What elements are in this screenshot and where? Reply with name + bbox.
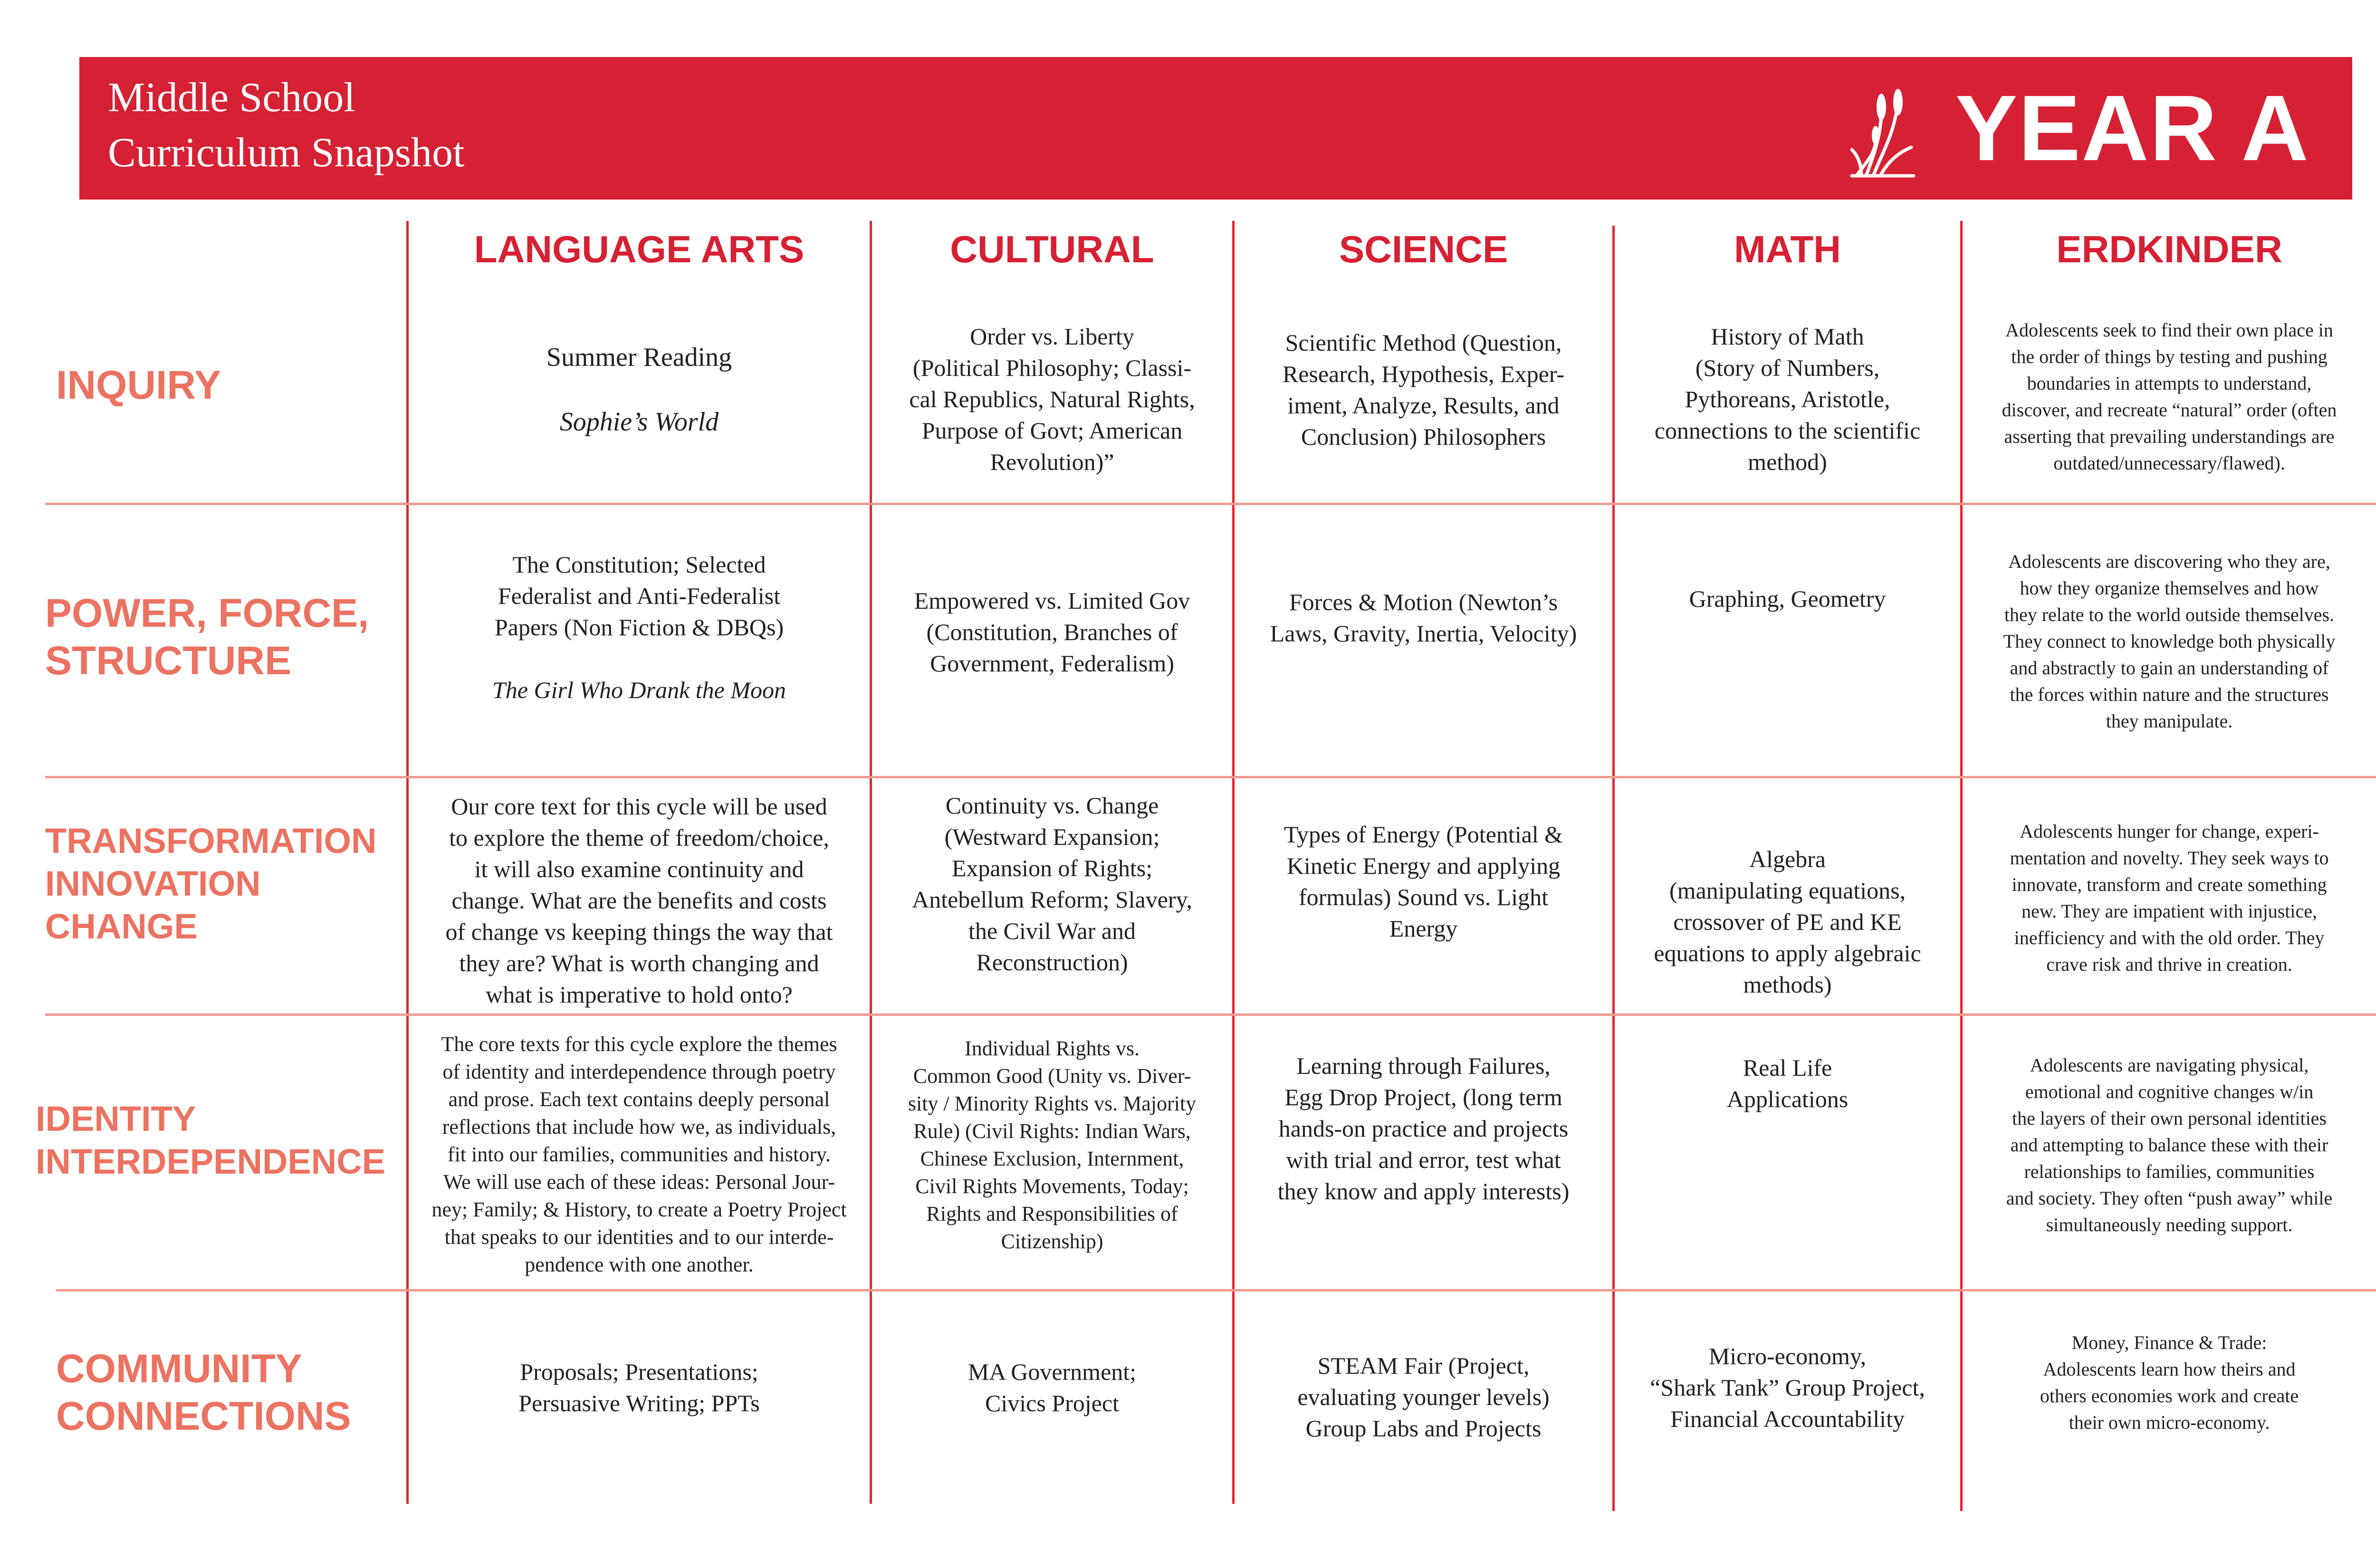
cell-transformation-math bbox=[1615, 827, 1960, 1017]
cell-text: Adolescents are navigating physical, emotional and cognitive changes w/in the layers of their own personal identities and attempting to balance these with their relationships to families, communities and society. They often “push away” while simultaneously needing support. bbox=[2006, 1054, 2333, 1235]
cell-identity-cultural bbox=[872, 1022, 1232, 1269]
cell-power-language-arts bbox=[409, 532, 870, 722]
cell-text: Adolescents seek to find their own place in the order of things by testing and pushing boundaries in attempts to understand, discover, and recreate “natural” order (often asserting that prevailing understandings are outdated/unnecessary/flawed). bbox=[2002, 319, 2337, 474]
header-banner bbox=[79, 57, 2352, 200]
cell-transformation-language-arts bbox=[409, 789, 870, 1012]
cell-power-cultural bbox=[872, 546, 1232, 717]
cell-text: Scientific Method (Question, Research, Hypothesis, Exper- iment, Analyze, Results, and Conclusion) Philosophers bbox=[1282, 329, 1565, 450]
book-title: Sophie’s World bbox=[559, 407, 719, 437]
column-header-language-arts: LANGUAGE ARTS bbox=[474, 228, 805, 270]
cattail-grass-icon bbox=[1847, 86, 1918, 181]
cell-text: Empowered vs. Limited Gov (Constitution, Branches of Government, Federalism) bbox=[914, 587, 1190, 677]
row-label-line: COMMUNITY bbox=[56, 1346, 302, 1391]
title-line-1: Middle School bbox=[108, 75, 355, 121]
cell-content bbox=[546, 309, 732, 470]
cell-text: The Constitution; Selected Federalist and Anti-Federalist Papers (Non Fiction & DBQs) bbox=[494, 551, 784, 641]
cell-power-math bbox=[1615, 546, 1960, 651]
cell-text: Money, Finance & Trade: Adolescents learn how theirs and others economies work and create their own micro-economy. bbox=[2040, 1332, 2299, 1433]
cell-text: Proposals; Presentations; Persuasive Writing; PPTs bbox=[518, 1358, 760, 1416]
row-label-line: INTERDEPENDENCE bbox=[36, 1142, 385, 1181]
cell-text: Types of Energy (Potential & Kinetic Energy and applying formulas) Sound vs. Light Energy bbox=[1284, 821, 1563, 942]
cell-inquiry-math bbox=[1615, 309, 1960, 489]
row-label-identity-interdependence bbox=[36, 1079, 385, 1202]
cell-text: Algebra (manipulating equations, crossover of PE and KE equations to apply algebraic methods) bbox=[1654, 846, 1921, 998]
cell-transformation-science bbox=[1235, 808, 1612, 955]
column-header-math: MATH bbox=[1734, 228, 1841, 270]
cell-transformation-cultural bbox=[872, 789, 1232, 979]
cell-text: Adolescents hunger for change, experi- mentation and novelty. They seek ways to innovate, transform and create something new. They are impatient with injustice, inefficiency and with the old order. They crave risk and thrive in creation. bbox=[2010, 821, 2329, 975]
cell-inquiry-language-arts bbox=[409, 295, 870, 485]
cell-text: Micro-economy, “Shark Tank” Group Project, Financial Accountability bbox=[1650, 1343, 1925, 1432]
column-header-erdkinder: ERDKINDER bbox=[2056, 228, 2282, 270]
cell-community-cultural bbox=[872, 1340, 1232, 1435]
row-label-line: CONNECTIONS bbox=[56, 1394, 351, 1438]
row-divider bbox=[56, 1289, 2376, 1291]
row-label-power-force-structure bbox=[45, 556, 369, 717]
cell-community-science bbox=[1235, 1330, 1612, 1463]
cell-community-language-arts bbox=[409, 1340, 870, 1435]
cell-text: Individual Rights vs. Common Good (Unity vs. Diver- sity / Minority Rights vs. Majority Rule) (Civil Rights: Indian Wars, Chinese Exclusion, Internment, Civil Rights Movements, Today; Rights and Responsibilities of Citizenship) bbox=[908, 1037, 1197, 1253]
cell-identity-erdkinder bbox=[1963, 1036, 2376, 1254]
cell-text: Our core text for this cycle will be used to explore the theme of freedom/choice, it will also examine continuity and change. What are the benefits and costs of change vs keeping things the way that they are? What is worth changing and what is imperative to hold onto? bbox=[445, 793, 833, 1008]
row-label-community-connections bbox=[56, 1335, 351, 1449]
cell-text: Real Life Applications bbox=[1726, 1054, 1849, 1112]
cell-inquiry-cultural bbox=[872, 309, 1232, 489]
cell-inquiry-erdkinder bbox=[1963, 309, 2376, 485]
cell-text: STEAM Fair (Project, evaluating younger levels) Group Labs and Projects bbox=[1297, 1352, 1550, 1442]
row-label-line: CHANGE bbox=[45, 907, 198, 946]
cell-identity-math bbox=[1615, 1041, 1960, 1126]
row-label-line: STRUCTURE bbox=[45, 638, 291, 683]
row-divider bbox=[45, 503, 2376, 505]
cell-text: History of Math (Story of Numbers, Pythoreans, Aristotle, connections to the scientific method) bbox=[1654, 323, 1921, 475]
cell-power-science bbox=[1235, 546, 1612, 689]
cell-text: Adolescents are discovering who they are, how they organize themselves and how they relate to the world outside themselves. They connect to knowledge both physically and abstractly to gain an understanding of the forces within nature and the structures they manipulate. bbox=[2003, 551, 2336, 732]
year-label: YEAR A bbox=[1955, 76, 2309, 180]
cell-text: Summer Reading bbox=[546, 343, 732, 372]
column-header-cultural: CULTURAL bbox=[950, 228, 1154, 270]
cell-text: Continuity vs. Change (Westward Expansion; Expansion of Rights; Antebellum Reform; Slavery, the Civil War and Reconstruction) bbox=[912, 792, 1192, 975]
column-header-science: SCIENCE bbox=[1339, 228, 1508, 270]
row-label-line: INNOVATION bbox=[45, 864, 261, 903]
row-divider bbox=[45, 776, 2376, 778]
cell-content bbox=[492, 517, 786, 737]
cell-text: Learning through Failures, Egg Drop Project, (long term hands-on practice and projects with trial and error, test what they know and apply interests) bbox=[1277, 1052, 1570, 1205]
row-label-line: TRANSFORMATION bbox=[45, 821, 377, 860]
cell-identity-science bbox=[1235, 1041, 1612, 1216]
cell-community-erdkinder bbox=[1963, 1321, 2376, 1444]
cell-inquiry-science bbox=[1235, 309, 1612, 470]
cell-community-math bbox=[1615, 1321, 1960, 1454]
cell-text: Graphing, Geometry bbox=[1689, 585, 1886, 612]
cell-transformation-erdkinder bbox=[1963, 808, 2376, 988]
cell-power-erdkinder bbox=[1963, 537, 2376, 746]
book-title: The Girl Who Drank the Moon bbox=[492, 677, 786, 703]
row-label-transformation bbox=[45, 808, 376, 960]
cell-text: MA Government; Civics Project bbox=[968, 1358, 1137, 1416]
row-divider bbox=[45, 1013, 2376, 1016]
row-label-line: POWER, FORCE, bbox=[45, 591, 369, 635]
cell-identity-language-arts bbox=[409, 1022, 870, 1288]
cell-text: Forces & Motion (Newton’s Laws, Gravity, Inertia, Velocity) bbox=[1270, 589, 1577, 647]
cell-text: The core texts for this cycle explore the themes of identity and interdependence through poetry and prose. Each text contains deeply personal reflections that include how we, as individuals, fit into our families, communities and history. We will use each of these ideas: Personal Jour- ney; Family; & History, to create a Poetry Project that speaks to our identities and to our interde- pendence with one another. bbox=[431, 1033, 847, 1276]
row-label-line: INQUIRY bbox=[56, 363, 221, 407]
cell-text: Order vs. Liberty (Political Philosophy; Classi- cal Republics, Natural Rights, Purpose of Govt; American Revolution)” bbox=[909, 323, 1195, 475]
row-label-line: IDENTITY bbox=[36, 1099, 196, 1138]
title-line-2: Curriculum Snapshot bbox=[108, 130, 465, 176]
row-label-inquiry bbox=[56, 323, 221, 447]
page-title bbox=[108, 70, 464, 181]
